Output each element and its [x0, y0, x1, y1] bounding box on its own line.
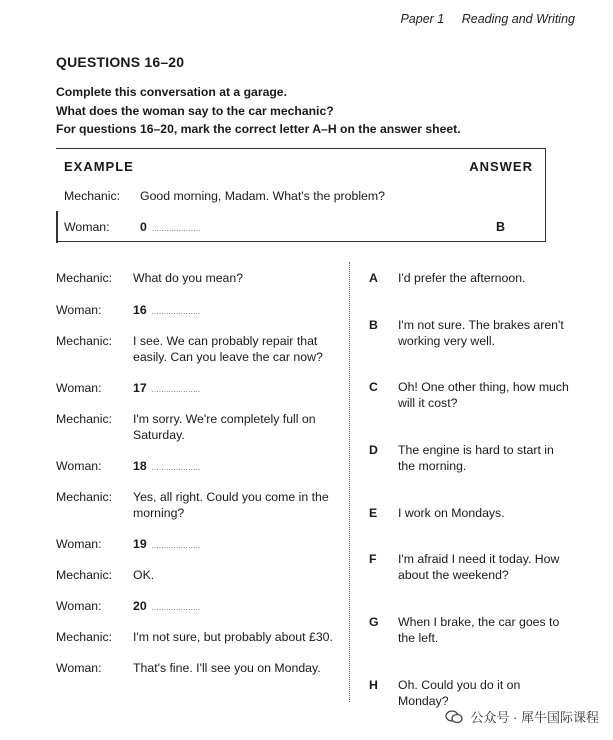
- answer-blank: ....................: [151, 226, 201, 233]
- option-text: I work on Mondays.: [398, 506, 505, 520]
- line-text: That's fine. I'll see you on Monday.: [133, 661, 321, 675]
- example-mechanic-line: Good morning, Madam. What's the problem?: [140, 189, 385, 203]
- speaker-label: Woman:: [64, 220, 110, 234]
- questions-title: QUESTIONS 16–20: [56, 54, 185, 70]
- option-text: When I brake, the car goes to the left.: [398, 615, 560, 645]
- option-text: Oh! One other thing, how much will it cost?: [398, 380, 569, 410]
- option-letter: H: [369, 678, 378, 692]
- speaker-label: Mechanic:: [56, 334, 113, 348]
- option-letter: D: [369, 443, 378, 457]
- speaker-label: Woman:: [56, 459, 102, 473]
- speaker-label: Woman:: [56, 381, 102, 395]
- gap-number: 16: [133, 303, 147, 317]
- example-answer: B: [496, 220, 506, 234]
- option-letter: E: [369, 506, 378, 520]
- question-gap-16[interactable]: [133, 302, 343, 321]
- speaker-label: Woman:: [56, 661, 102, 675]
- line-text: I see. We can probably repair that easily. Can you leave the car now?: [133, 334, 323, 364]
- question-gap-18[interactable]: [133, 458, 343, 477]
- gap-number: 17: [133, 381, 147, 395]
- example-heading: EXAMPLE: [64, 159, 134, 174]
- answer-blank: ....................: [151, 605, 201, 612]
- option-text: Oh. Could you do it on Monday?: [398, 678, 521, 708]
- gap-number: 18: [133, 459, 147, 473]
- option-text: I'm not sure. The brakes aren't working very well.: [398, 318, 564, 348]
- watermark: [445, 707, 599, 726]
- wechat-icon: [445, 710, 463, 724]
- gap-number: 19: [133, 537, 147, 551]
- instruction-line: For questions 16–20, mark the correct letter A–H on the answer sheet.: [56, 122, 461, 136]
- section-name: Reading and Writing: [461, 12, 575, 26]
- paper-number: Paper 1: [400, 12, 445, 26]
- question-gap-17[interactable]: [133, 380, 343, 399]
- speaker-label: Mechanic:: [56, 568, 113, 582]
- line-text: I'm not sure, but probably about £30.: [133, 630, 333, 644]
- watermark-text: 公众号 · 犀牛国际课程: [470, 710, 599, 725]
- speaker-label: Woman:: [56, 303, 102, 317]
- option-text: The engine is hard to start in the morning.: [398, 443, 554, 473]
- instructions: [56, 83, 461, 139]
- question-gap-19[interactable]: [133, 536, 343, 555]
- line-text: What do you mean?: [133, 271, 244, 285]
- option-letter: B: [369, 318, 378, 332]
- answer-blank: ....................: [151, 387, 201, 394]
- option-letter: G: [369, 615, 379, 629]
- gap-number: 0: [140, 220, 147, 234]
- page-header: [400, 12, 575, 26]
- speaker-label: Mechanic:: [56, 490, 113, 504]
- example-box: [56, 148, 546, 242]
- question-gap-20[interactable]: [133, 598, 343, 617]
- line-text: I'm sorry. We're completely full on Saturday.: [133, 412, 316, 442]
- option-letter: C: [369, 380, 378, 394]
- instruction-line: Complete this conversation at a garage.: [56, 85, 287, 99]
- speaker-label: Mechanic:: [64, 189, 121, 203]
- column-divider: [349, 262, 350, 702]
- option-letter: A: [369, 271, 378, 285]
- example-gap: [140, 220, 201, 234]
- answer-blank: ....................: [151, 465, 201, 472]
- instruction-line: What does the woman say to the car mechanic?: [56, 103, 334, 118]
- option-letter: F: [369, 552, 377, 566]
- gap-number: 20: [133, 599, 147, 613]
- line-text: OK.: [133, 568, 155, 582]
- option-text: I'm afraid I need it today. How about the weekend?: [398, 552, 560, 582]
- answer-blank: ....................: [151, 543, 201, 550]
- speaker-label: Mechanic:: [56, 271, 113, 285]
- answer-heading: ANSWER: [469, 159, 533, 174]
- speaker-label: Woman:: [56, 599, 102, 613]
- line-text: Yes, all right. Could you come in the morning?: [133, 490, 329, 520]
- speaker-label: Woman:: [56, 537, 102, 551]
- option-text: I'd prefer the afternoon.: [398, 271, 526, 285]
- speaker-label: Mechanic:: [56, 630, 113, 644]
- speaker-label: Mechanic:: [56, 412, 113, 426]
- answer-blank: ....................: [151, 309, 201, 316]
